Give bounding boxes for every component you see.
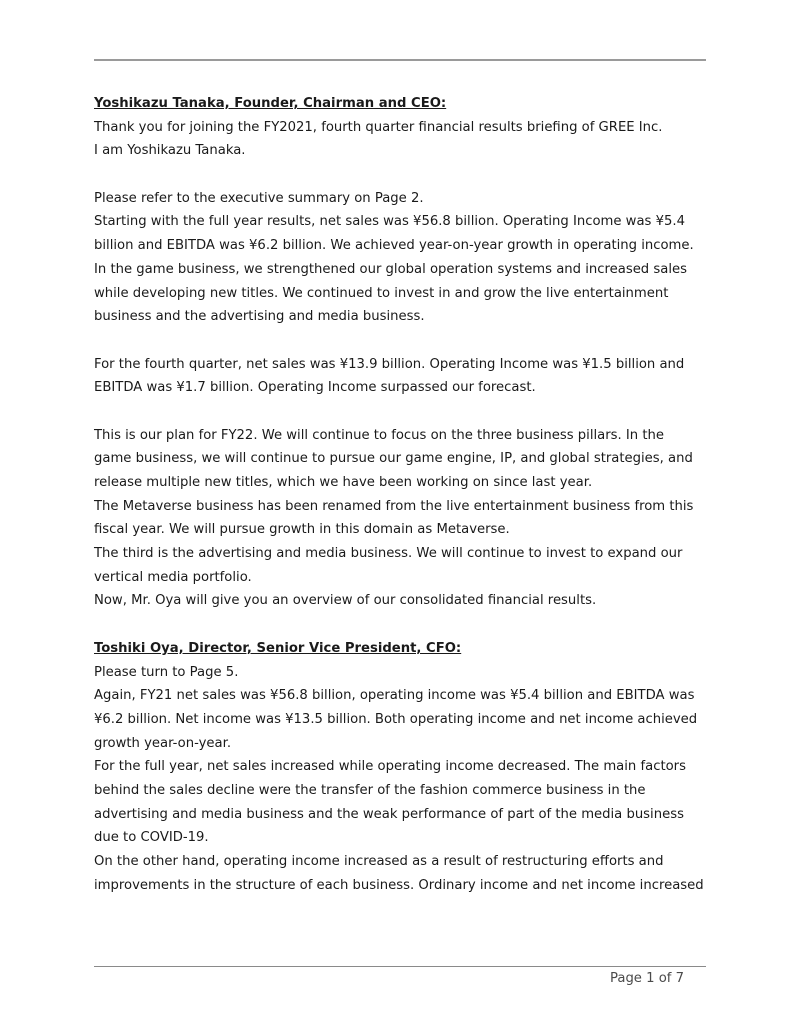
text-line: Starting with the full year results, net sales was ¥56.8 billion. Operating Income was ¥5.4 [94, 214, 685, 230]
speaker-heading: Toshiki Oya, Director, Senior Vice President, CFO: [94, 640, 462, 656]
text-line: Thank you for joining the FY2021, fourth quarter financial results briefing of GREE Inc. [94, 119, 663, 135]
text-line: advertising and media business and the weak performance of part of the media business [94, 806, 684, 822]
paragraph-gap [94, 613, 714, 637]
paragraph-gap [94, 163, 714, 187]
text-line: while developing new titles. We continued to invest in and grow the live entertainment [94, 285, 669, 301]
text-line: growth year-on-year. [94, 735, 232, 751]
text-line: behind the sales decline were the transfer of the fashion commerce business in the [94, 782, 646, 798]
text-line: For the fourth quarter, net sales was ¥13.9 billion. Operating Income was ¥1.5 billion and [94, 356, 685, 372]
page-number: Page 1 of 7 [610, 971, 684, 986]
text-line: Again, FY21 net sales was ¥56.8 billion, operating income was ¥5.4 billion and EBITDA was [94, 688, 695, 704]
text-line: game business, we will continue to pursue our game engine, IP, and global strategies, and [94, 451, 693, 467]
footer-rule [94, 966, 706, 967]
text-line: business and the advertising and media business. [94, 309, 425, 325]
paragraph-gap [94, 400, 714, 424]
text-line: ¥6.2 billion. Net income was ¥13.5 billion. Both operating income and net income achieved [94, 711, 698, 727]
text-line: release multiple new titles, which we have been working on since last year. [94, 475, 593, 490]
text-line: due to COVID-19. [94, 830, 209, 846]
text-line: The Metaverse business has been renamed from the live entertainment business from this [94, 498, 694, 514]
text-line: Please turn to Page 5. [94, 664, 239, 680]
text-line: The third is the advertising and media business. We will continue to invest to expand our [94, 546, 683, 562]
header-rule [94, 59, 706, 61]
text-line: EBITDA was ¥1.7 billion. Operating Income surpassed our forecast. [94, 380, 536, 396]
paragraph-gap [94, 329, 714, 353]
text-line: improvements in the structure of each business. Ordinary income and net income increased [94, 877, 704, 893]
text-line: billion and EBITDA was ¥6.2 billion. We achieved year-on-year growth in operating income. [94, 238, 694, 254]
text-line: This is our plan for FY22. We will continue to focus on the three business pillars. In the [94, 427, 664, 443]
text-line: For the full year, net sales increased while operating income decreased. The main factors [94, 759, 686, 775]
text-line: I am Yoshikazu Tanaka. [94, 143, 246, 159]
transcript-body [94, 92, 714, 897]
text-line: vertical media portfolio. [94, 569, 252, 585]
text-line: Now, Mr. Oya will give you an overview of our consolidated financial results. [94, 593, 597, 609]
text-line: fiscal year. We will pursue growth in this domain as Metaverse. [94, 522, 510, 538]
text-line: In the game business, we strengthened our global operation systems and increased sales [94, 261, 687, 277]
speaker-heading: Yoshikazu Tanaka, Founder, Chairman and CEO: [94, 96, 447, 111]
text-line: Please refer to the executive summary on Page 2. [94, 190, 424, 206]
text-line: On the other hand, operating income increased as a result of restructuring efforts and [94, 854, 664, 869]
